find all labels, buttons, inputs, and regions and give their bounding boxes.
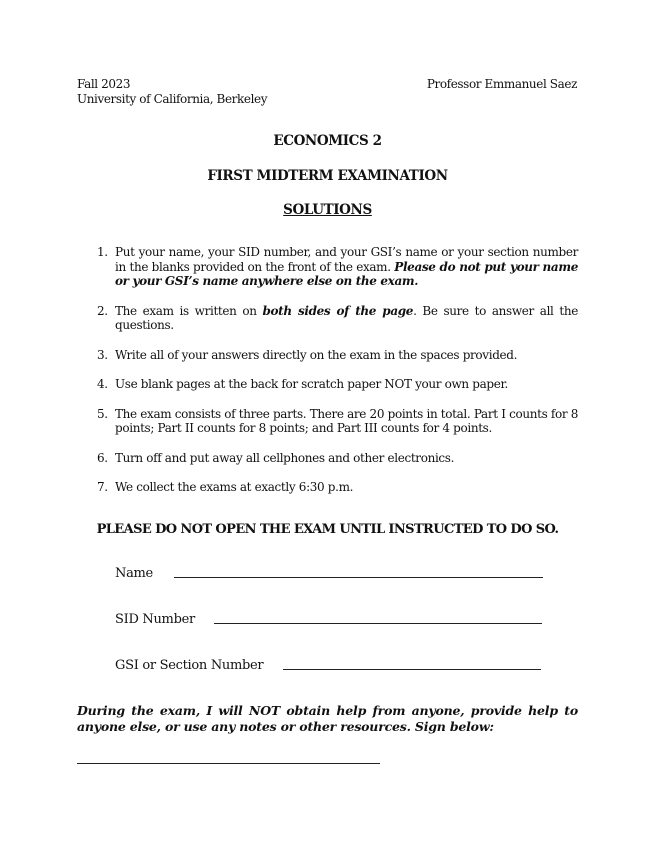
signature-line[interactable] xyxy=(77,763,380,764)
instruction-text: The exam is written on xyxy=(115,303,263,318)
instruction-item xyxy=(97,348,578,363)
instruction-item xyxy=(97,407,578,436)
professor-text: Professor Emmanuel Saez xyxy=(426,77,577,91)
name-label: Name xyxy=(115,566,153,581)
gsi-label: GSI or Section Number xyxy=(115,658,264,673)
solutions-title: SOLUTIONS xyxy=(283,202,372,218)
instruction-number: 6. xyxy=(97,450,108,465)
name-field-line[interactable] xyxy=(174,577,543,578)
instruction-number: 7. xyxy=(97,480,108,494)
sid-label: SID Number xyxy=(115,612,195,627)
course-title: ECONOMICS 2 xyxy=(273,133,382,149)
exam-title: FIRST MIDTERM EXAMINATION xyxy=(207,168,448,184)
sid-field-line[interactable] xyxy=(214,623,542,624)
instruction-number: 5. xyxy=(97,406,108,421)
instruction-text: Use blank pages at the back for scratch paper NOT your own paper. xyxy=(115,377,508,391)
instruction-number: 1. xyxy=(97,245,108,259)
instruction-text: Turn off and put away all cellphones and other electronics. xyxy=(115,450,455,465)
instruction-text: We collect the exams at exactly 6:30 p.m. xyxy=(115,480,354,494)
instruction-text: . Be sure to answer all the questions. xyxy=(115,303,578,332)
instruction-item xyxy=(97,377,578,392)
honor-pledge: During the exam, I will NOT obtain help from anyone, provide help to anyone else, or use any notes or other resources. Sign below: xyxy=(77,703,578,734)
instruction-item xyxy=(97,451,578,466)
term-text: Fall 2023 xyxy=(77,77,131,91)
instruction-item xyxy=(97,304,578,333)
header-left xyxy=(77,77,267,107)
instruction-number: 3. xyxy=(97,347,108,362)
instruction-item xyxy=(97,245,578,289)
do-not-open-warning: PLEASE DO NOT OPEN THE EXAM UNTIL INSTRUCTED TO DO SO. xyxy=(96,522,559,537)
instruction-emphasis: Please do not put your name or your GSI’s name anywhere else on the exam. xyxy=(115,259,578,288)
instruction-emphasis: both sides of the page xyxy=(262,303,414,318)
gsi-field-line[interactable] xyxy=(283,669,541,670)
instruction-text: Put your name, your SID number, and your GSI’s name or your section number in the blanks provided on the front of the exam. xyxy=(115,245,578,274)
instruction-item xyxy=(97,480,578,495)
instruction-text: The exam consists of three parts. There are 20 points in total. Part I counts for 8 points; Part II counts for 8 points; and Part III counts for 4 points. xyxy=(115,406,578,435)
instruction-number: 4. xyxy=(97,377,108,391)
instruction-text: Write all of your answers directly on the exam in the spaces provided. xyxy=(115,347,518,362)
instruction-number: 2. xyxy=(97,303,108,318)
university-text: University of California, Berkeley xyxy=(77,92,268,106)
instructions-list xyxy=(97,245,578,495)
